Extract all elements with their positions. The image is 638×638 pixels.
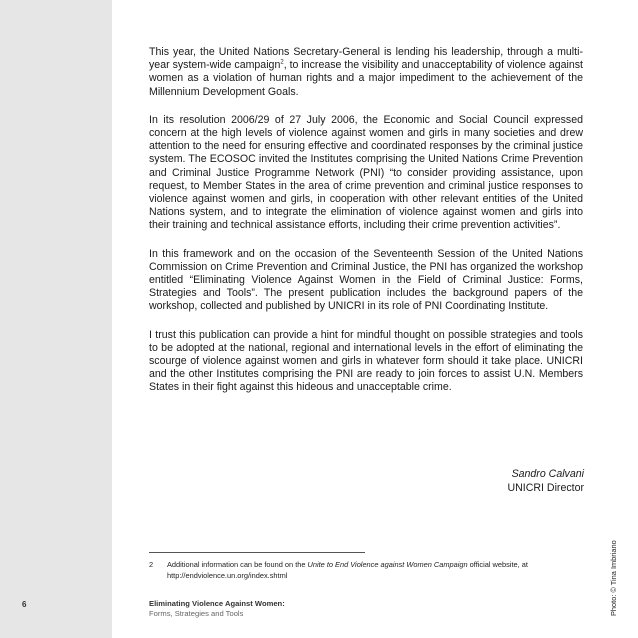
photo-credit <box>609 480 623 616</box>
paragraph-3: In this framework and on the occasion of the Seventeenth Session of the United Nations Commission on Crime Prevention and Criminal Justice, the PNI has organized the workshop entitled “Eliminating Violence Against Women in the Field of Criminal Justice: Forms, Strategies and Tools”. The present publication includes the background papers of the workshop, collected and published by UNICRI in its role of PNI Coordinating Institute. <box>149 247 583 313</box>
footnote-divider <box>149 552 365 553</box>
footnote <box>149 560 549 581</box>
paragraph-2: In its resolution 2006/29 of 27 July 2006, the Economic and Social Council expressed concern at the high levels of violence against women and girls in many societies and drew attention to the need for ensuring effective and coordinated responses by the criminal justice system. The ECOSOC invited the Institutes comprising the United Nations Crime Prevention and Criminal Justice Programme Network (PNI) “to consider providing assistance, upon request, to Member States in the area of crime prevention and criminal justice responses to violence against women and girls, in cooperation with other relevant entities of the United Nations system, and to integrate the elimination of violence against women and girls into their training and technical assistance efforts, including their crime prevention activities”. <box>149 113 583 232</box>
publication-subtitle: Forms, Strategies and Tools <box>149 609 244 618</box>
page-number: 6 <box>22 600 27 609</box>
footnote-text <box>149 560 549 581</box>
paragraph-1 <box>149 46 583 99</box>
body-text <box>149 46 583 410</box>
footnote-number: 2 <box>149 560 154 569</box>
footnote-reference[interactable]: 2 <box>280 59 284 66</box>
paragraph-1-start: This year, the United Nations Secretary-General is lending his leadership, through a multi-year system-wide campaign <box>149 46 583 72</box>
footnote-url-text[interactable]: official website, at http://endviolence.un.org/index.shtml <box>167 560 528 580</box>
publication-title: Eliminating Violence Against Women: <box>149 599 285 608</box>
signatory-name: Sandro Calvani <box>511 468 584 480</box>
campaign-name: Unite to End Violence against Women Campaign <box>307 560 468 569</box>
signatory-role: UNICRI Director <box>507 482 584 494</box>
running-footer <box>149 599 285 619</box>
footnote-text-start: Additional information can be found on the <box>167 560 308 569</box>
paragraph-4: I trust this publication can provide a hint for mindful thought on possible strategies and tools to be adopted at the national, regional and international levels in the effort of eliminating the scourge of violence against women and girls in whatever form should it take place. UNICRI and the other Institutes comprising the PNI are ready to join forces to assist U.N. Members States in their fight against this hideous and unacceptable crime. <box>149 328 583 394</box>
signature-block <box>507 467 584 495</box>
page-margin-band <box>0 0 112 638</box>
paragraph-1-end: , to increase the visibility and unacceptability of violence against women as a violation of human rights and a major impediment to the achievement of the Millennium Development Goals. <box>149 59 584 98</box>
photo-credit-text: Photo: © Tina Imbriano <box>609 540 618 616</box>
